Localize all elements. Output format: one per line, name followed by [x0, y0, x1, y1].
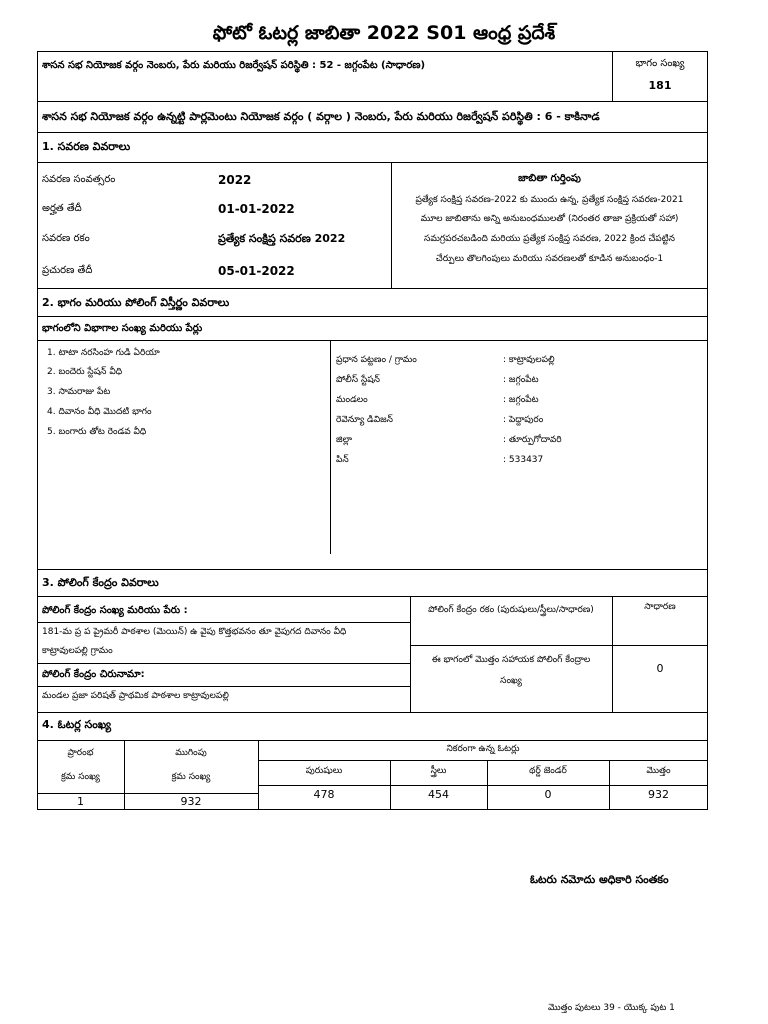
section3-heading: 3. పోలింగ్ కేంద్రం వివరాలు	[42, 576, 159, 589]
district-value: : తూర్పుగోదావరి	[503, 435, 562, 445]
pin-value: : 533437	[503, 455, 544, 465]
col-total: మొత్తం	[646, 766, 671, 776]
section4-heading: 4. ఓటర్ల సంఖ్య	[42, 718, 112, 731]
end-serial: 932	[180, 795, 202, 808]
station-type-value: సాధారణ	[644, 602, 676, 612]
areas-subheading: భాగంలోని విభాగాల సంఖ్య మరియు పేర్లు	[42, 323, 203, 334]
station-name-line-2: కాట్రావులపల్లి గ్రామం	[42, 646, 113, 656]
page-footer: మొత్తం పుటలు 39 - యొక్క పుట 1	[548, 1003, 675, 1013]
list-id-line-3: సమగ్రపరచబడింది మరియు ప్రత్యేక సంక్షిప్త సవరణ, 2022 క్రింద చేపట్టిన	[424, 234, 675, 244]
revenue-division-label: రెవెన్యూ డివిజన్	[336, 415, 394, 425]
end-label-1: ముగింపు	[175, 748, 207, 758]
station-address: మండల ప్రజా పరిషత్ ప్రాథమిక పాఠశాల కాట్రావులపల్లి	[42, 691, 229, 701]
frame-right	[707, 51, 708, 809]
parliament-line: శాసన సభ నియోజక వర్గం ఉన్నట్టి పార్లమెంటు నియోజక వర్గం ( వర్గాల ) నెంబరు, పేరు మరియు రిజర్వేషన్ పరిస్థితి : 6 - కాకినాడ	[42, 110, 600, 123]
list-id-line-1: ప్రత్యేక సంక్షిప్త సవరణ-2022 కు ముందు ఉన్న, ప్రత్యేక సంక్షిప్త సవరణ-2021	[415, 195, 684, 205]
assembly-line: శాసన సభ నియోజక వర్గం నెంబరు, పేరు మరియు రిజర్వేషన్ పరిస్థితి : 52 - జగ్గంపేట (సాధారణ)	[42, 60, 426, 71]
start-serial: 1	[77, 795, 84, 808]
col-female: స్త్రీలు	[430, 766, 447, 776]
district-label: జిల్లా	[336, 435, 353, 445]
publication-date-label: ప్రచురణ తేదీ	[42, 265, 93, 276]
main-town-value: : కాట్రావులపల్లి	[503, 355, 555, 365]
aux-stations-label-1: ఈ భాగంలో మొత్తం సహాయక పోలింగ్ కేంద్రాల	[431, 655, 591, 665]
area-item-3: 3. సామరాజు పేట	[47, 387, 111, 397]
police-station-value: : జగ్గంపేట	[503, 375, 539, 385]
male-count: 478	[313, 788, 335, 801]
list-id-heading: జాబితా గుర్తింపు	[518, 173, 581, 184]
station-name-line-1: 181-మ ప్ర ప ప్రైమరీ పాఠశాల (మెయిన్) ఉ వైపు కొత్తభవనం తూ వైపుగద దివానం వీధి	[42, 627, 347, 637]
start-label-2: క్రమ సంఖ్య	[61, 772, 100, 782]
col-third-gender: థర్డ్ జెండర్	[529, 766, 567, 776]
start-label-1: ప్రారంభ	[67, 748, 94, 758]
police-station-label: పోలీస్ స్టేషన్	[336, 375, 380, 385]
frame-left	[37, 51, 38, 809]
net-voters-label: నికరంగా ఉన్న ఓటర్లు	[446, 744, 520, 754]
end-label-2: క్రమ సంఖ్య	[171, 772, 211, 782]
page-title: ఫోటో ఓటర్ల జాబితా 2022 S01 ఆంధ్ర ప్రదేశ్	[212, 22, 556, 44]
revision-type-value: ప్రత్యేక సంక్షిప్త సవరణ 2022	[218, 232, 346, 245]
signature-label: ఓటరు నమోదు అధికారి సంతకం	[530, 873, 669, 886]
part-number: 181	[648, 79, 672, 92]
qualifying-date-label: అర్హత తేదీ	[42, 203, 82, 214]
area-item-1: 1. టాటా నరసింహ గుడి ఏరియా	[47, 348, 160, 358]
frame-top	[37, 51, 708, 52]
mandal-label: మండలం	[336, 395, 368, 405]
area-item-5: 5. బంగారు తోట రెండవ వీధి	[47, 427, 147, 437]
revision-year-label: సవరణ సంవత్సరం	[42, 174, 116, 185]
part-label: భాగం సంఖ్య	[635, 58, 685, 69]
area-item-2: 2. బందెరు స్టేషన్ వీధి	[47, 367, 123, 377]
pin-label: పిన్	[336, 455, 349, 465]
list-id-line-4: చేర్పులు తొలగింపులు మరియు సవరణలతో కూడిన అనుబంధం-1	[435, 254, 664, 264]
area-item-4: 4. దివానం వీధి మొదటి భాగం	[47, 407, 152, 417]
revenue-division-value: : పెద్దాపురం	[503, 415, 544, 425]
female-count: 454	[428, 788, 449, 801]
third-gender-count: 0	[544, 788, 552, 801]
mandal-value: : జగ్గంపేట	[503, 395, 539, 405]
aux-stations-label-2: సంఖ్య	[500, 676, 522, 686]
revision-type-label: సవరణ రకం	[42, 233, 90, 244]
station-type-label: పోలింగ్ కేంద్రం రకం (పురుషులు/స్త్రీలు/సాధారణ)	[428, 605, 594, 615]
aux-stations-value: 0	[656, 662, 664, 675]
total-count: 932	[648, 788, 669, 801]
qualifying-date-value: 01-01-2022	[218, 202, 295, 216]
station-label: పోలింగ్ కేంద్రం సంఖ్య మరియు పేరు :	[42, 605, 188, 616]
publication-date-value: 05-01-2022	[218, 264, 295, 278]
col-male: పురుషులు	[305, 766, 343, 776]
revision-year-value: 2022	[218, 173, 252, 187]
main-town-label: ప్రధాన పట్టణం / గ్రామం	[336, 355, 417, 365]
address-label: పోలింగ్ కేంద్రం చిరునామా:	[42, 669, 145, 680]
section2-heading: 2. భాగం మరియు పోలింగ్ విస్తీర్ణం వివరాలు	[42, 296, 230, 309]
list-id-line-2: మూల జాబితాను అన్ని అనుబంధములతో (నిరంతర తాజా ప్రక్రియతో సహా)	[420, 214, 679, 224]
section1-heading: 1. సవరణ వివరాలు	[42, 140, 131, 153]
